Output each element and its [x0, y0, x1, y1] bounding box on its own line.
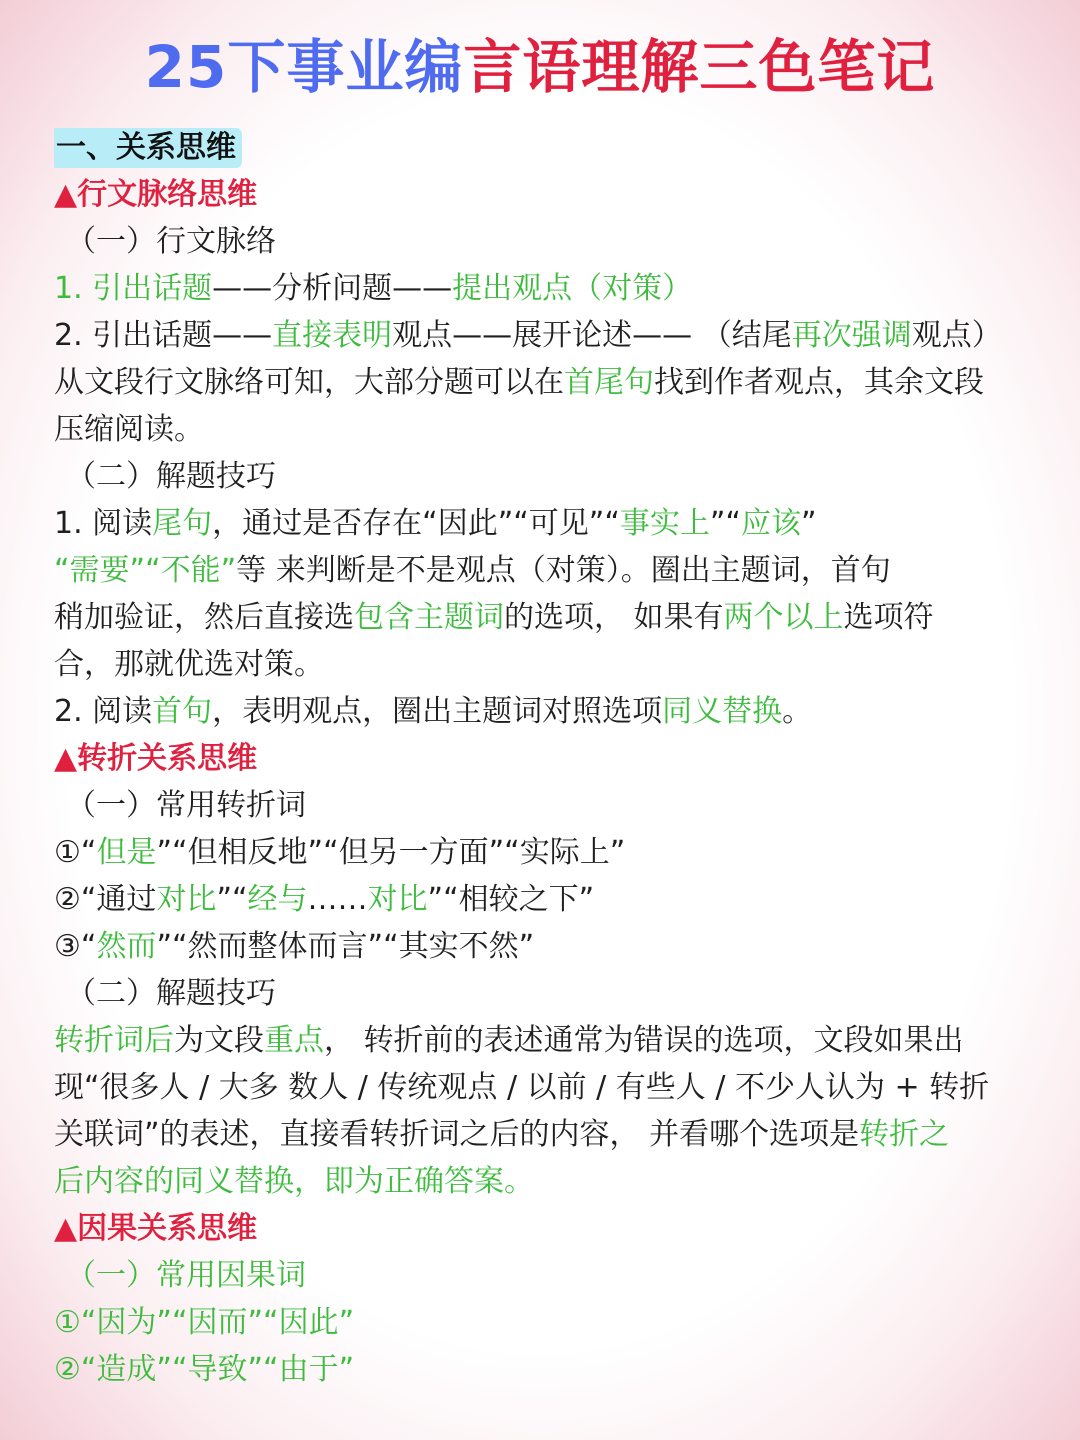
- highlight-text: 尾句: [152, 506, 213, 541]
- note-text: 从文段行文脉络可知，大部分题可以在: [54, 365, 564, 400]
- note-text: 观点——展开论述—— （结尾: [392, 318, 792, 353]
- note-line: [54, 735, 1034, 782]
- highlight-text: 但是: [96, 835, 157, 870]
- note-line: [54, 594, 1034, 641]
- note-line: [54, 641, 1034, 688]
- note-line: [54, 1017, 1034, 1064]
- note-line: [54, 312, 1034, 359]
- note-line: [54, 359, 1034, 406]
- note-text: （二）解题技巧: [66, 459, 276, 494]
- note-line: [54, 876, 1034, 923]
- note-line: [54, 688, 1034, 735]
- note-text: 关联词”的表述，直接看转折词之后的内容， 并看哪个选项是: [54, 1117, 860, 1152]
- note-text: 找到作者观点，其余文段: [654, 365, 984, 400]
- title-part-blue: 25下事业编: [144, 33, 464, 101]
- note-line: [54, 547, 1034, 594]
- note-text: 为文段: [174, 1023, 264, 1058]
- highlight-text: 包含主题词: [354, 600, 504, 635]
- note-text: 观点）: [911, 318, 1002, 353]
- highlight-text: 转折之: [859, 1117, 950, 1152]
- note-text: ”“但相反地”“但另一方面”“实际上”: [156, 835, 626, 870]
- note-text: ， 转折前的表述通常为错误的选项，文段如果出: [324, 1023, 964, 1058]
- note-line: [54, 782, 1034, 829]
- note-line: [54, 923, 1034, 970]
- note-line: [54, 453, 1034, 500]
- highlight-text: 同义替换: [662, 694, 783, 729]
- note-text: ”“然而整体而言”“其实不然”: [156, 929, 535, 964]
- note-text: 压缩阅读。: [54, 412, 204, 447]
- highlight-text: 两个以上: [723, 600, 844, 635]
- section-badge: 一、关系思维: [54, 128, 242, 168]
- highlight-text: 后内容的同义替换，即为正确答案。: [54, 1164, 534, 1199]
- highlight-text: 首尾句: [564, 365, 654, 400]
- note-line: [54, 1064, 1034, 1111]
- note-text: ……: [307, 882, 368, 917]
- highlight-text: 转折词后: [54, 1023, 174, 1058]
- highlight-text: 首句: [152, 694, 213, 729]
- note-line: [54, 1252, 1034, 1299]
- note-text: ”: [800, 506, 817, 541]
- note-text: （一）常用转折词: [66, 788, 306, 823]
- section-heading: ▲行文脉络思维: [54, 177, 258, 212]
- note-text: 1. 阅读: [54, 506, 153, 541]
- note-text: 。: [782, 694, 813, 729]
- note-text: ，表明观点，圈出主题词对照选项: [212, 694, 663, 729]
- note-text: ②“通过: [54, 882, 157, 917]
- highlight-text: 经与: [247, 882, 308, 917]
- note-line: [54, 1346, 1034, 1393]
- note-text: ”“相较之下”: [427, 882, 595, 917]
- note-line: [54, 1299, 1034, 1346]
- note-text: （一）行文脉络: [66, 224, 276, 259]
- highlight-text: 1. 引出话题: [54, 271, 213, 306]
- highlight-text: 对比: [156, 882, 217, 917]
- note-text: ——分析问题——: [212, 271, 453, 306]
- note-line: [54, 124, 1034, 171]
- note-text: 的选项， 如果有: [504, 600, 724, 635]
- note-line: [54, 1158, 1034, 1205]
- note-text: 2. 阅读: [54, 694, 153, 729]
- highlight-text: ②“造成”“导致”“由于”: [54, 1352, 355, 1387]
- note-text: 稍加验证，然后直接选: [54, 600, 354, 635]
- note-line: [54, 1111, 1034, 1158]
- note-line: [54, 970, 1034, 1017]
- highlight-text: 对比: [367, 882, 428, 917]
- note-text: ”“: [216, 882, 248, 917]
- note-line: [54, 500, 1034, 547]
- note-line: [54, 265, 1034, 312]
- note-text: ，通过是否存在“因此”“可见”“: [212, 506, 620, 541]
- highlight-text: 应该: [740, 506, 801, 541]
- page-title: [0, 30, 1080, 104]
- section-heading: ▲转折关系思维: [54, 741, 258, 776]
- note-line: [54, 406, 1034, 453]
- highlight-text: ①“因为”“因而”“因此”: [54, 1305, 355, 1340]
- highlight-text: 然而: [96, 929, 157, 964]
- highlight-text: 事实上: [619, 506, 710, 541]
- title-part-red: 言语理解三色笔记: [463, 33, 936, 101]
- note-line: [54, 171, 1034, 218]
- note-text: 合，那就优选对策。: [54, 647, 324, 682]
- note-text: ”“: [709, 506, 741, 541]
- note-line: [54, 829, 1034, 876]
- note-text: ③“: [54, 929, 97, 964]
- note-text: 等 来判断是不是观点（对策）。圈出主题词，首句: [236, 553, 891, 588]
- note-text: 现“很多人 / 大多 数人 / 传统观点 / 以前 / 有些人 / 不少人认为 + 转折: [54, 1070, 990, 1105]
- note-line: [54, 218, 1034, 265]
- note-text: 选项符: [843, 600, 934, 635]
- highlight-text: （一）常用因果词: [66, 1258, 306, 1293]
- section-heading: ▲因果关系思维: [54, 1211, 258, 1246]
- note-text: 2. 引出话题——: [54, 318, 273, 353]
- note-line: [54, 1205, 1034, 1252]
- notes-body: [54, 124, 1034, 1393]
- highlight-text: 提出观点（对策）: [452, 271, 693, 306]
- highlight-text: 再次强调: [791, 318, 912, 353]
- highlight-text: 直接表明: [272, 318, 393, 353]
- highlight-text: “需要”“不能”: [54, 553, 237, 588]
- note-text: ①“: [54, 835, 97, 870]
- note-text: （二）解题技巧: [66, 976, 276, 1011]
- highlight-text: 重点: [264, 1023, 324, 1058]
